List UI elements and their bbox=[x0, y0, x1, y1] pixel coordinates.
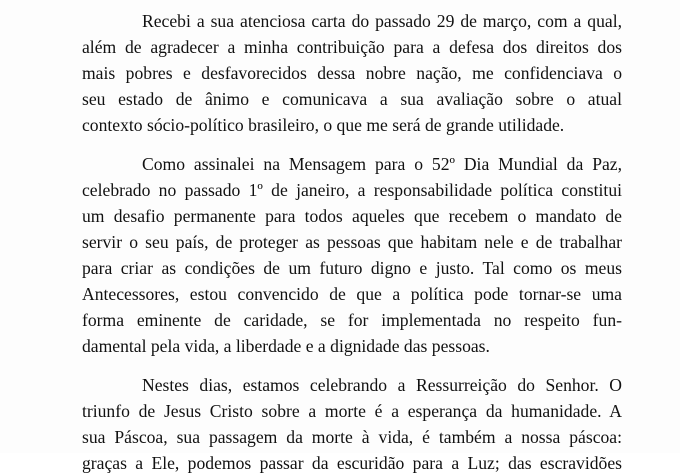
paragraph-3-line-1: Nestes dias, estamos celebrando a Ressurreição do Senhor. O bbox=[142, 375, 622, 395]
paragraph-1-line-3: mais pobres e desfavorecidos dessa nobre nação, me confidenciava o bbox=[82, 63, 622, 83]
paragraph-2-line-1: Como assinalei na Mensagem para o 52º Dia Mundial da Paz, bbox=[142, 154, 622, 174]
paragraph-2-line-2: celebrado no passado 1º de janeiro, a responsabilidade política constitui bbox=[82, 180, 622, 200]
paragraph-2-line-3: um desafio permanente para todos aqueles que recebem o mandato de bbox=[82, 206, 622, 226]
paragraph-3-line-4: graças a Ele, podemos passar da escuridão para a Luz; das escravidões bbox=[82, 453, 622, 473]
paragraph-3-line-2: triunfo de Jesus Cristo sobre a morte é a esperança da humanidade. A bbox=[82, 401, 622, 421]
paragraph-1-line-4: seu estado de ânimo e comunicava a sua avaliação sobre o atual bbox=[82, 89, 622, 109]
paragraph-2-line-8: damental pela vida, a liberdade e a dignidade das pessoas. bbox=[82, 336, 490, 356]
paragraph-2-line-7: forma eminente de caridade, se for implementada no respeito fun- bbox=[82, 310, 622, 330]
paragraph-1-line-1: Recebi a sua atenciosa carta do passado 29 de março, com a qual, bbox=[142, 11, 622, 31]
paragraph-1-line-2: além de agradecer a minha contribuição para a defesa dos direitos dos bbox=[82, 37, 622, 57]
paragraph-2-line-6: Antecessores, estou convencido de que a política pode tornar-se uma bbox=[82, 284, 622, 304]
paragraph-3-line-3: sua Páscoa, sua passagem da morte à vida, é também a nossa páscoa: bbox=[82, 427, 622, 447]
paragraph-2-line-4: servir o seu país, de proteger as pessoas que habitam nele e de trabalhar bbox=[82, 232, 622, 252]
paragraph-2-line-5: para criar as condições de um futuro digno e justo. Tal como os meus bbox=[82, 258, 622, 278]
paragraph-1-line-5: contexto sócio-político brasileiro, o que me será de grande utilidade. bbox=[82, 115, 565, 135]
